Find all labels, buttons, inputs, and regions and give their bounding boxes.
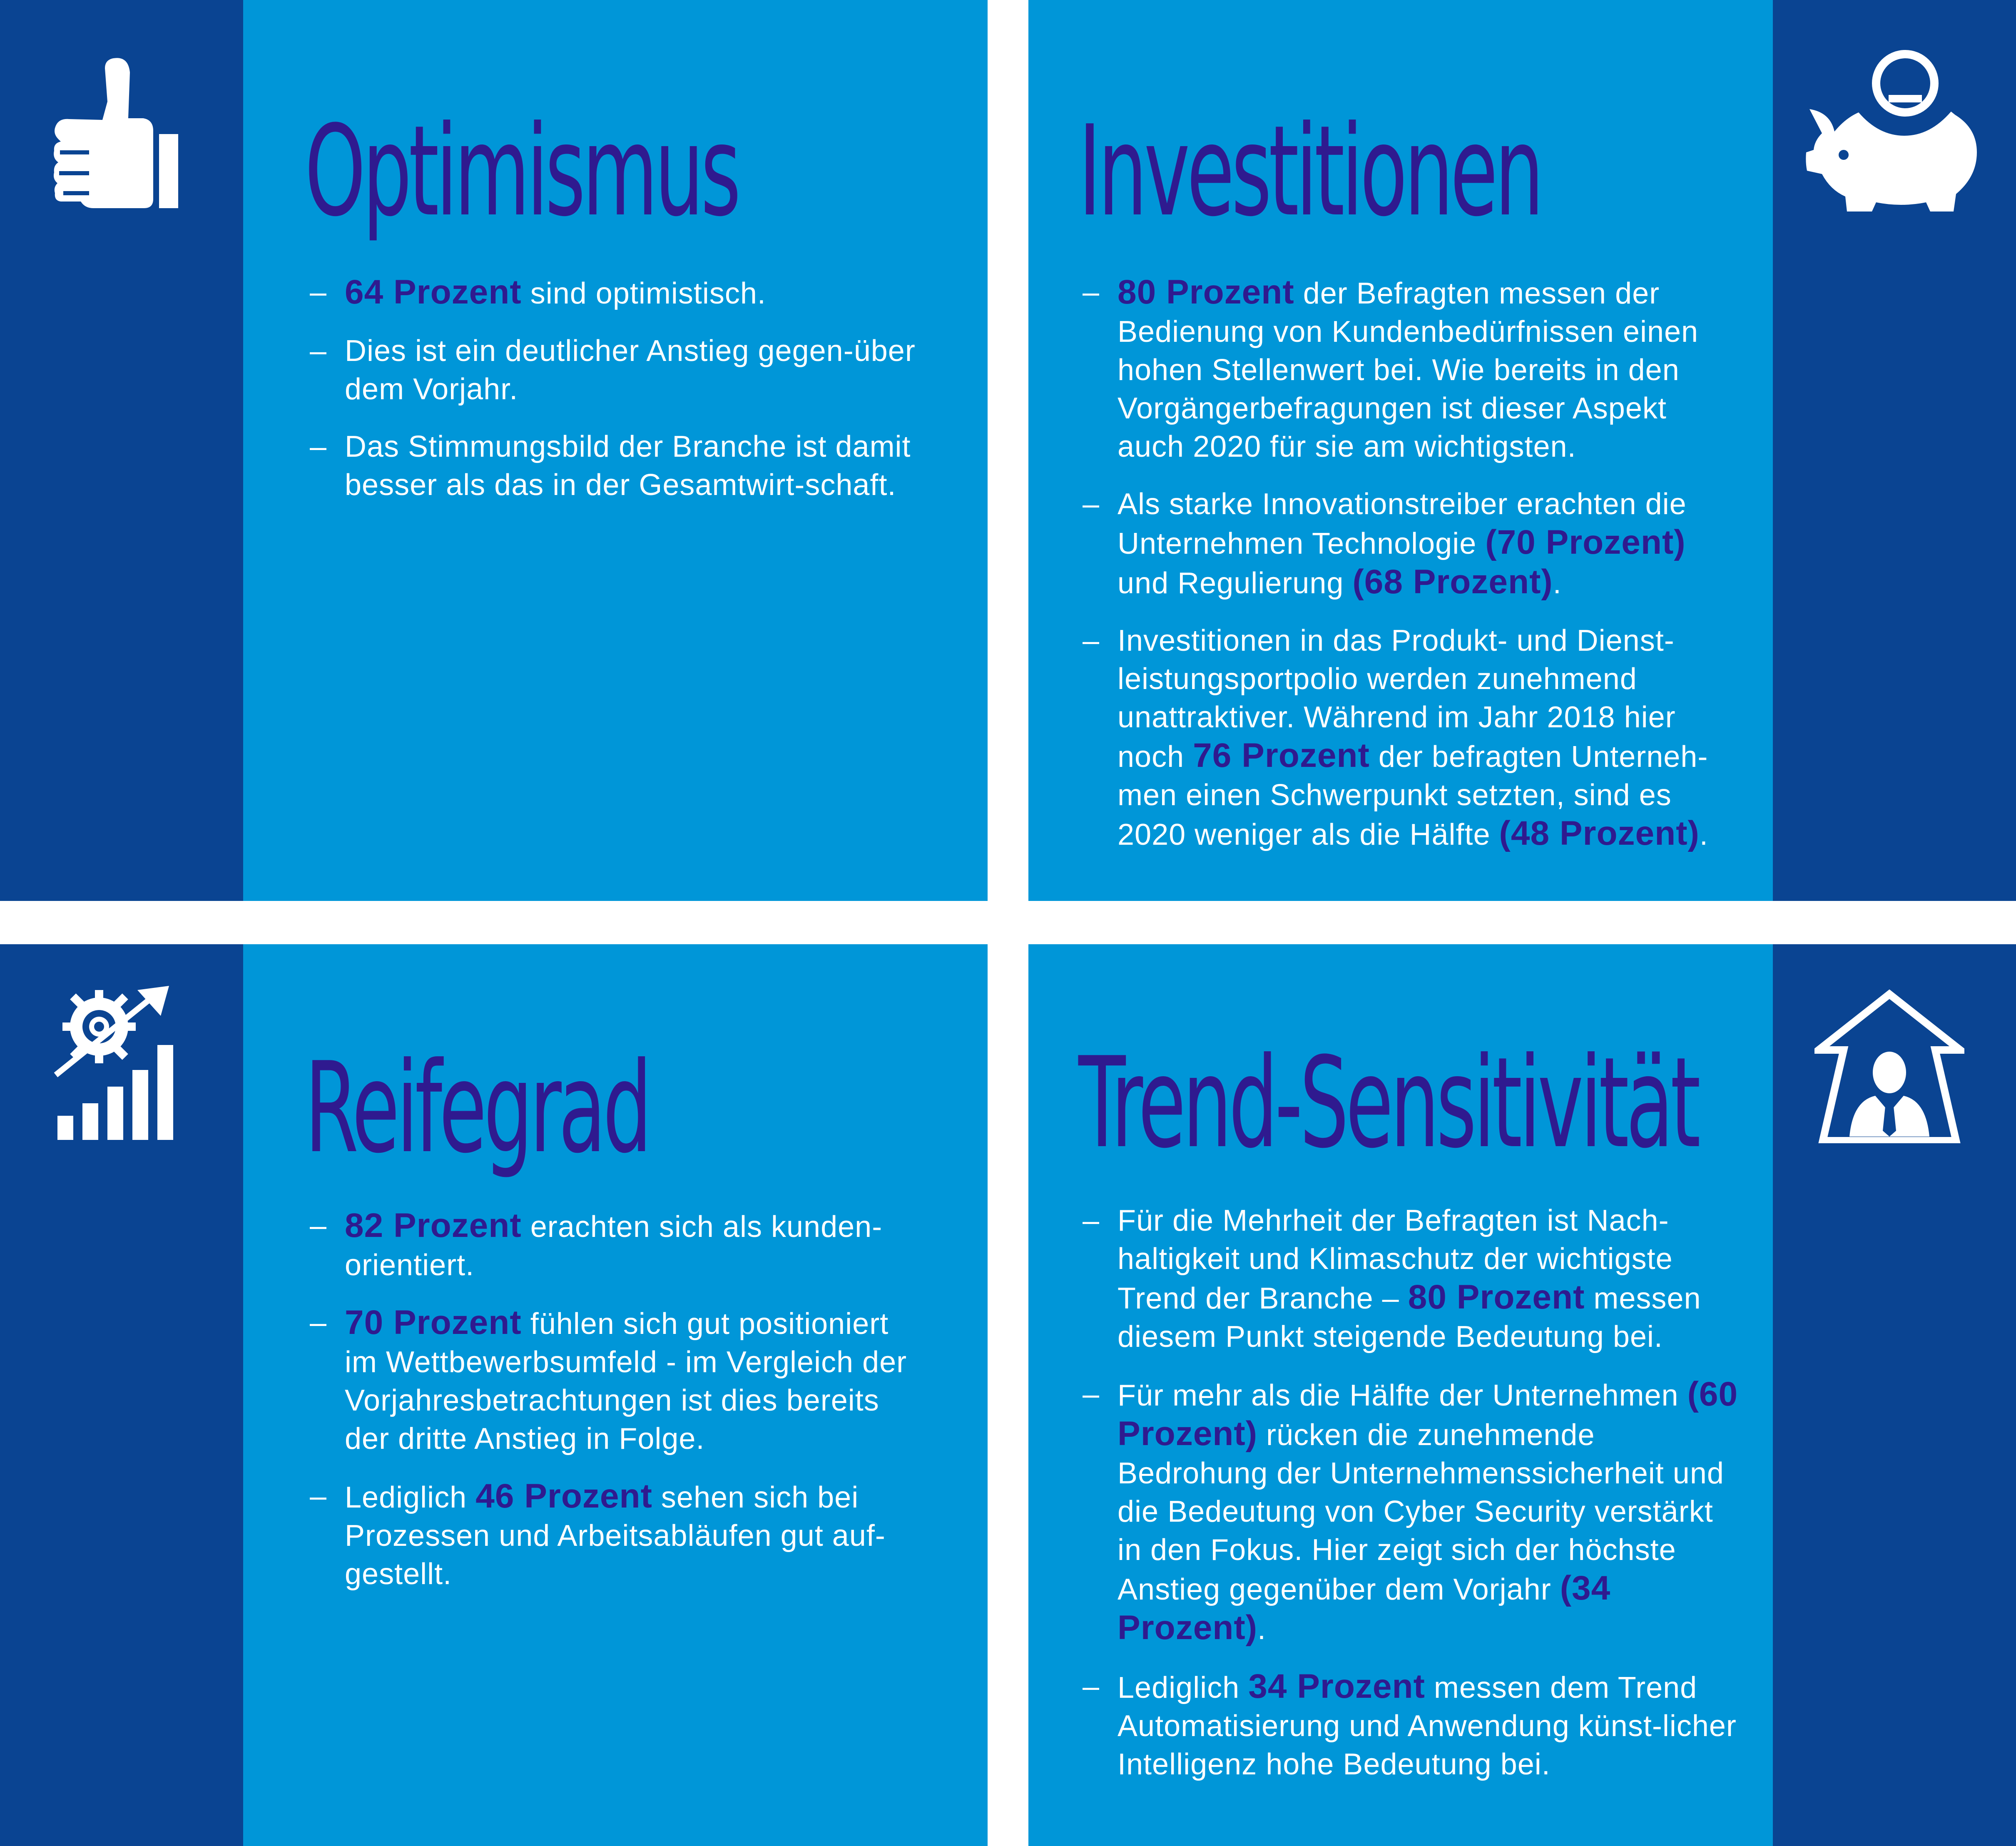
bullet-text: erachten sich als kunden-orientiert. [345, 1210, 883, 1282]
highlight: (48 Prozent) [1499, 814, 1700, 852]
bullet-text: . [1257, 1612, 1267, 1646]
bullet-text: sehen sich bei Prozessen und Arbeitsabläufen gut auf-gestellt. [345, 1481, 886, 1591]
thumbs-up-icon [52, 56, 185, 210]
panel-body [243, 944, 988, 1846]
panel-investitionen [1028, 0, 2016, 901]
panel-title: Trend-Sensitivität [1078, 1030, 1698, 1176]
highlight: 46 Prozent [475, 1477, 652, 1515]
highlight: (68 Prozent) [1352, 563, 1553, 601]
list-item [310, 1477, 926, 1593]
list-item [310, 273, 926, 313]
highlight: 80 Prozent [1118, 273, 1294, 311]
list-item [1083, 622, 1740, 854]
panel-body [243, 0, 988, 901]
highlight: 70 Prozent [345, 1304, 522, 1341]
bullet-text: Lediglich [1118, 1671, 1249, 1704]
panel-title: Reifegrad [305, 1035, 649, 1181]
bullet-text: und Regulierung [1118, 567, 1353, 600]
list-item [310, 1304, 926, 1458]
panel-strip [0, 0, 243, 901]
panel-optimismus [0, 0, 988, 901]
person-house-icon [1814, 989, 1964, 1143]
bullet-text: . [1553, 567, 1562, 600]
bullet-text: Für die Mehrheit der Befragten ist Nach-haltigkeit und Klimaschutz der wichtigste Trend der Branche – [1118, 1204, 1673, 1315]
panel-strip [1773, 944, 2016, 1846]
highlight: (60 Prozent) [1118, 1375, 1738, 1453]
bullet-text: Lediglich [345, 1481, 476, 1514]
highlight: (34 Prozent) [1118, 1569, 1611, 1647]
bullet-list [1083, 1202, 1740, 1803]
panel-body [1028, 944, 1773, 1846]
highlight: (70 Prozent) [1485, 523, 1686, 561]
list-item [310, 428, 926, 504]
bullet-text: messen diesem Punkt steigende Bedeutung bei. [1118, 1282, 1701, 1353]
panel-trend-sensitivitaet [1028, 944, 2016, 1846]
list-item [310, 1207, 926, 1284]
panel-strip [0, 944, 243, 1846]
bullet-text: sind optimistisch. [521, 277, 766, 310]
bullet-text: Das Stimmungsbild der Branche ist damit besser als das in der Gesamtwirt-schaft. [345, 430, 911, 502]
highlight: 82 Prozent [345, 1207, 522, 1244]
highlight: 64 Prozent [345, 273, 522, 311]
bullet-text: Dies ist ein deutlicher Anstieg gegen-über dem Vorjahr. [345, 334, 916, 406]
gear-growth-chart-icon [46, 983, 187, 1145]
bullet-text: der Befragten messen der Bedienung von Kundenbedürfnissen einen hohen Stellenwert bei. Wie bereits in den Vorgängerbefragungen ist dieser Aspekt auch 2020 für sie am wichtigsten. [1118, 277, 1699, 463]
bullet-text: rücken die zunehmende Bedrohung der Unternehmenssicherheit und die Bedeutung von Cyber Security verstärkt in den Fokus. Hier zeigt sich der höchste Anstieg gegenüber dem Vorjahr [1118, 1418, 1724, 1606]
panel-body [1028, 0, 1773, 901]
bullet-text: Für mehr als die Hälfte der Unternehmen [1118, 1379, 1687, 1412]
piggy-bank-icon [1805, 50, 1980, 212]
panel-strip [1773, 0, 2016, 901]
panel-title: Optimismus [305, 99, 738, 244]
list-item [1083, 1375, 1740, 1648]
highlight: 34 Prozent [1248, 1667, 1425, 1705]
bullet-text: . [1699, 818, 1708, 851]
bullet-text: Als starke Innovationstreiber erachten die Unternehmen Technologie [1118, 488, 1687, 560]
list-item [1083, 273, 1740, 466]
panel-title: Investitionen [1078, 99, 1541, 244]
list-item [310, 332, 926, 408]
list-item [1083, 1667, 1740, 1784]
bullet-list [1083, 273, 1740, 873]
list-item [1083, 485, 1740, 602]
panel-reifegrad [0, 944, 988, 1846]
highlight: 76 Prozent [1193, 736, 1370, 774]
list-item [1083, 1202, 1740, 1356]
bullet-list [310, 273, 926, 523]
bullet-text: fühlen sich gut positioniert im Wettbewerbsumfeld - im Vergleich der Vorjahresbetrachtungen ist dies bereits der dritte Anstieg in Folge. [345, 1307, 907, 1455]
bullet-text: der befragten Unterneh-men einen Schwerpunkt setzten, sind es 2020 weniger als die Hälfte [1118, 740, 1708, 851]
bullet-list [310, 1207, 926, 1612]
highlight: 80 Prozent [1408, 1278, 1585, 1316]
bullet-text: Investitionen in das Produkt- und Dienst-leistungsportpolio werden zunehmend unattraktiver. Während im Jahr 2018 hier noch [1118, 624, 1676, 774]
bullet-text: messen dem Trend Automatisierung und Anwendung künst-licher Intelligenz hohe Bedeutung bei. [1118, 1671, 1737, 1781]
